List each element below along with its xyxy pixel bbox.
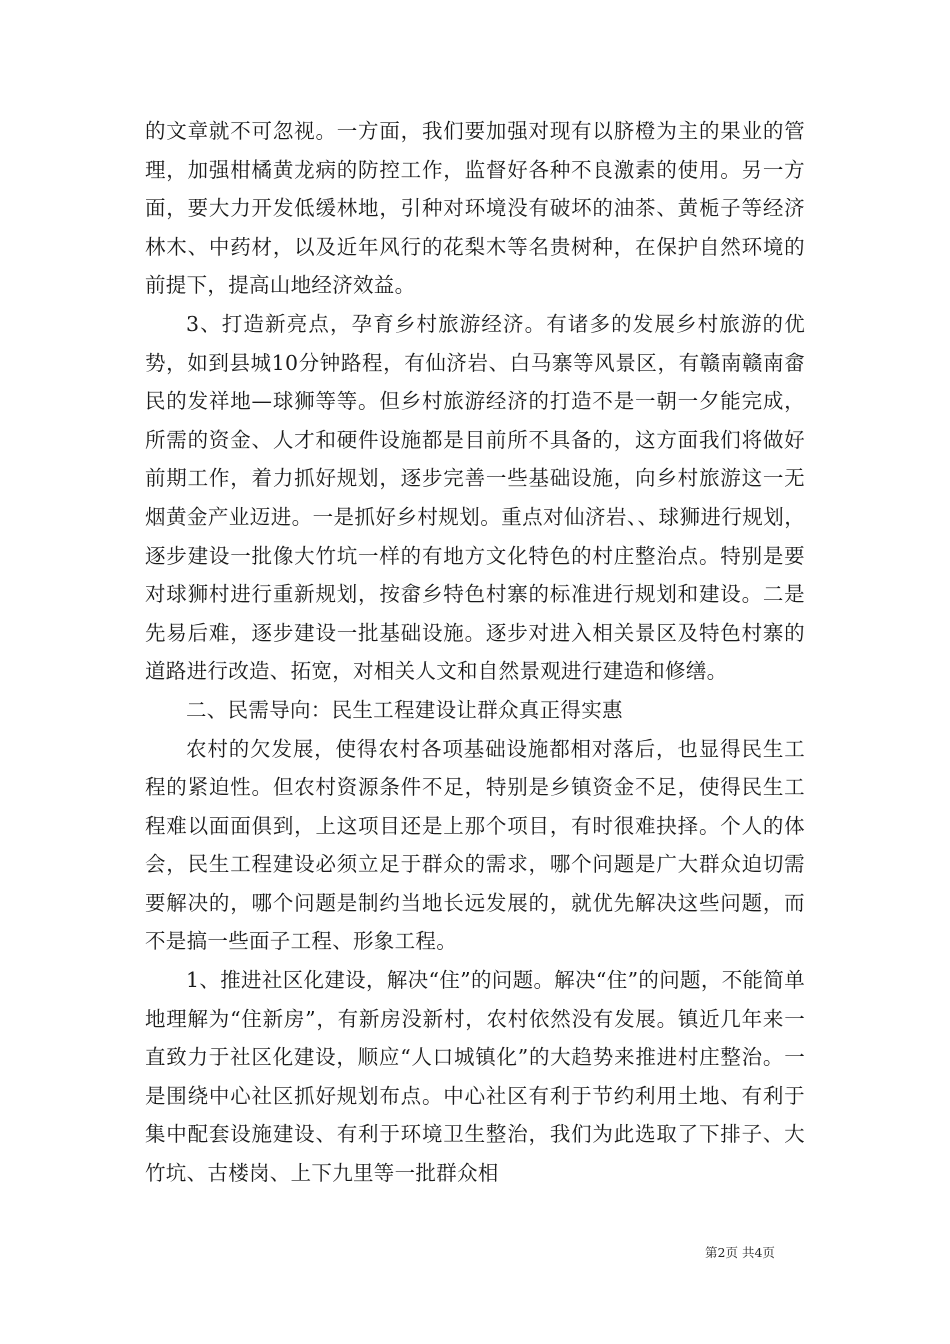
section-heading: 二、民需导向：民生工程建设让群众真正得实惠: [186, 697, 623, 722]
page-prefix: 第: [705, 1245, 718, 1260]
paragraph: 1、推进社区化建设，解决“住”的问题。解决“住”的问题，不能简单地理解为“住新房”，有新房没新村，农村依然没有发展。镇近几年来一直致力于社区化建设，顺应“人口城镇化”的大趋势来推进村庄整治。一是围绕中心社区抓好规划布点。中心社区有利于节约利用土地、有利于集中配套设施建设、有利于环境卫生整治，我们为此选取了下排子、大竹坑、古楼岗、上下九里等一批群众相: [145, 968, 805, 1186]
page-suffix: 页: [762, 1245, 775, 1260]
paragraph: 3、打造新亮点，孕育乡村旅游经济。有诸多的发展乡村旅游的优势，如到县城10分钟路程，有仙济岩、白马寨等风景区，有赣南赣南畲民的发祥地—球狮等等。但乡村旅游经济的打造不是一朝一夕能完成，所需的资金、人才和硬件设施都是目前所不具备的，这方面我们将做好前期工作，着力抓好规划，逐步完善一些基础设施，向乡村旅游这一无烟黄金产业迈进。一是抓好乡村规划。重点对仙济岩、、球狮进行规划，逐步建设一批像大竹坑一样的有地方文化特色的村庄整治点。特别是要对球狮村进行重新规划，按畲乡特色村寨的标准进行规划和建设。二是先易后难，逐步建设一批基础设施。逐步对进入相关景区及特色村寨的道路进行改造、拓宽，对相关人文和自然景观进行建造和修缮。: [145, 311, 805, 684]
total-pages-number: 4: [754, 1245, 763, 1260]
current-page-number: 2: [717, 1245, 726, 1260]
page-middle: 页 共: [725, 1245, 755, 1260]
paragraph: 农村的欠发展，使得农村各项基础设施都相对落后，也显得民生工程的紧迫性。但农村资源条件不足，特别是乡镇资金不足，使得民生工程难以面面俱到，上这项目还是上那个项目，有时很难抉择。个人的体会，民生工程建设必须立足于群众的需求，哪个问题是广大群众迫切需要解决的，哪个问题是制约当地长远发展的，就优先解决这些问题，而不是搞一些面子工程、形象工程。: [145, 736, 805, 954]
document-body: [145, 112, 805, 1193]
page-footer: [705, 1245, 775, 1261]
paragraph: 的文章就不可忽视。一方面，我们要加强对现有以脐橙为主的果业的管理，加强柑橘黄龙病的防控工作，监督好各种不良激素的使用。另一方面，要大力开发低缓林地，引种对环境没有破坏的油茶、黄栀子等经济林木、中药材，以及近年风行的花梨木等名贵树种，在保护自然环境的前提下，提高山地经济效益。: [145, 119, 805, 298]
